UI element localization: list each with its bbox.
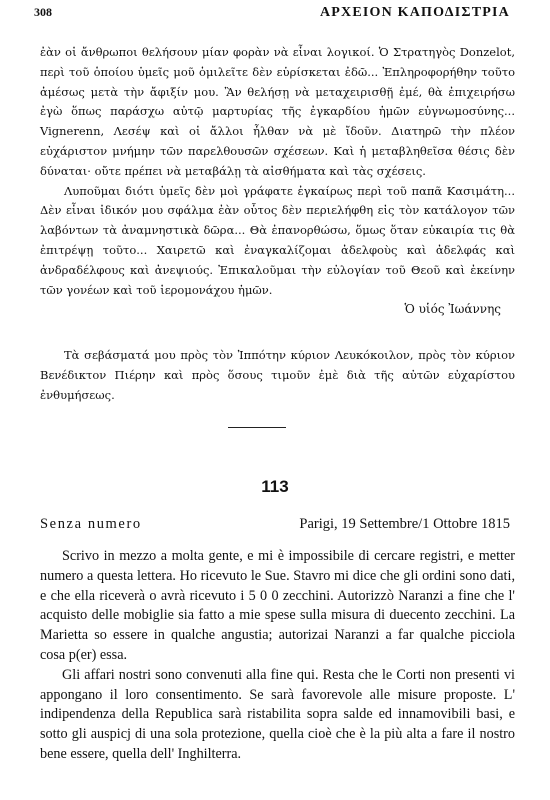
letter-signature: Ὁ υἱός Ἰωάννης [404,302,501,317]
italian-paragraph: Scrivo in mezzo a molta gente, e mi è impossibile di cercare registri, e metter numero a questa lettera. Ho ricevuto le Sue. Stavro mi dice che gli ordini sono dati, e che ella riceverà o avrà ricevuto i 5 0 0 zecchini. Autorizzò Naranzi a fine che l' acquisto delle mobiglie sia fatto a mie spese sulla misura di duecento zecchini. La Marietta so essere in qualche angustia; autorizai Naranzi a far qualche picciola cosa p(er) essa. [40,548,515,663]
page-header [34,5,510,23]
italian-paragraph: Gli affari nostri sono convenuti alla fine qui. Resta che le Corti non presenti vi appongano il loro consentimento. Se sarà favorevole alle misure proposte. L' indipendenza della Republica sarà ristabilita sopra salde ed innamovibili basi, e sotto gli auspicj di una sola protezione, quella cioè che è la più alta a fare il nostro bene essere, quella dell' Inghilterra. [40,666,515,762]
dateline-place-date: Parigi, 19 Settembre/1 Ottobre 1815 [299,516,510,532]
letter-postscript: Τὰ σεβάσματά μου πρὸς τὸν Ἱππότην κύριον Λευκόκοιλον, πρὸς τὸν κύριον Βενέδικτον Πιέρην καὶ πρὸς ὅσους τιμοῦν ἐμὲ διὰ τῆς αὐτῶν εὐχαρίστου ἐνθυμήσεως. [40,348,515,402]
greek-paragraph: Λυποῦμαι διότι ὑμεῖς δὲν μοὶ γράφατε ἐγκαίρως περὶ τοῦ παπᾶ Κασιμάτη... Δὲν εἶναι ἰδικόν μου σφάλμα ἐὰν οὗτος δὲν περιελήφθη εἰς τὸν κατάλογον τῶν λαβόντων τὰ ἀναμνηστικὰ δῶρα... Θὰ ἐπανορθώσω, ὅμως ὅταν εὐκαιρία τις θὰ ἐπιτρέψῃ τοῦτο... Χαιρετῶ καὶ ἐναγκαλίζομαι ἀδελφοὺς καὶ ἀδελφάς καὶ ἀνδραδέλφους καὶ ἀνεψιούς. Ἐπικαλοῦμαι τὴν εὐλογίαν τοῦ Θεοῦ καὶ ἐκείνην τῶν γονέων καὶ τοῦ ἱερομονάχου ἡμῶν. [40,183,515,297]
page-number: 308 [34,5,52,19]
italian-letter-body [40,547,515,765]
dateline [40,516,510,536]
running-title: ΑΡΧΕΙΟΝ ΚΑΠΟΔΙΣΤΡΙΑ [320,5,510,20]
greek-letter-continuation [40,43,515,406]
greek-paragraph: ἐὰν οἱ ἄνθρωποι θελήσουν μίαν φορὰν νὰ εἶναι λογικοί. Ὁ Στρατηγὸς Donzelot, περὶ τοῦ ὁποίου ὑμεῖς μοῦ ὁμιλεῖτε δὲν εὑρίσκεται ἐδῶ... Ἐπληροφορήθην τοῦτο ἀμέσως μετὰ τὴν ἄφιξίν μου. Ἂν θελήσῃ νὰ μεταχειρισθῇ ἐμέ, θὰ ἐπιχειρήσω ἐγὼ ὅπως παράσχω αὐτῷ μαρτυρίας τῆς ἐγκαρδίου ἡμῶν εὐγνωμοσύνης... Vignerenn, Λεσέψ καὶ οἱ ἄλλοι ἦλθαν νὰ μὲ ἴδοῦν. Διατηρῶ τὴν πλέον εὐχάριστον μνήμην τῶν παρελθουσῶν σχέσεων. Καὶ ἡ μεταβληθεῖσα θέσις δὲν δύναται· οὔτε πρέπει νὰ μεταβάλῃ τὰ αἰσθήματα καὶ τὰς σχέσεις. [40,45,515,178]
document-number: 113 [261,477,289,496]
section-divider [228,427,286,428]
dateline-reference: Senza numero [40,516,142,532]
